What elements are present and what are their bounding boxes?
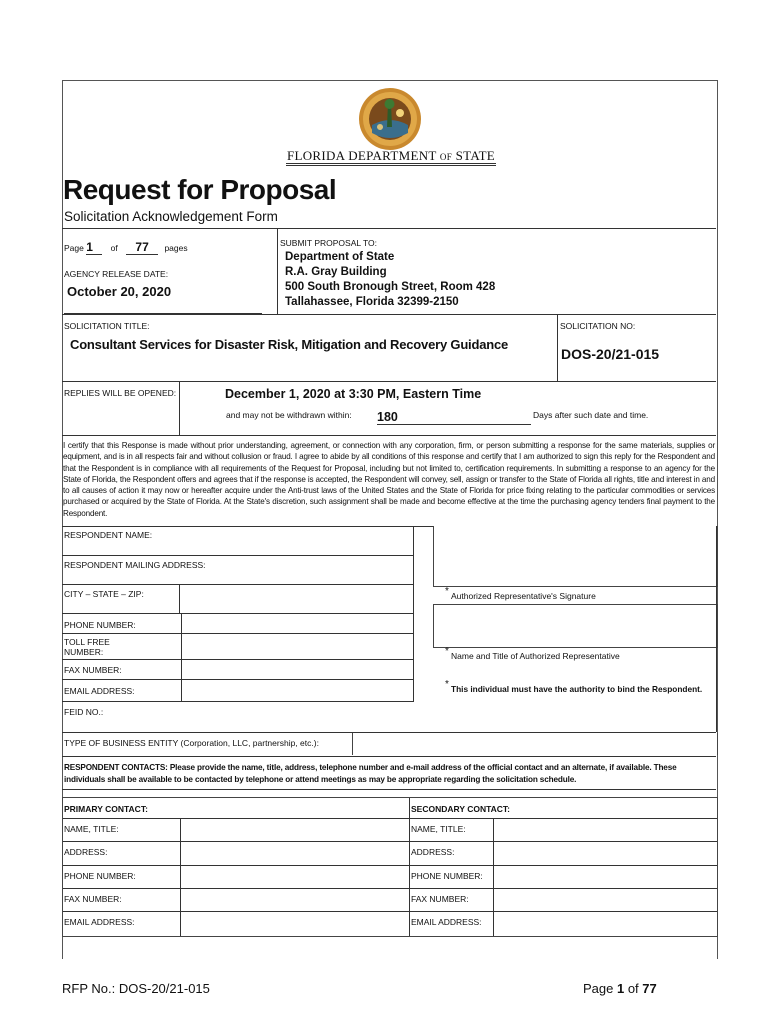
- submit-to-address: [285, 250, 495, 310]
- submit-line-2: R.A. Gray Building: [285, 266, 387, 278]
- footer-page-number: 1: [616, 981, 625, 996]
- primary-fax-label: FAX NUMBER:: [64, 894, 122, 904]
- respondent-name-field[interactable]: [64, 541, 412, 554]
- secondary-name-label: NAME, TITLE:: [411, 824, 466, 834]
- days-label: Days after such date and time.: [533, 410, 649, 420]
- fax-label: FAX NUMBER:: [64, 665, 122, 675]
- name-title-asterisk: *: [445, 646, 449, 657]
- solicitation-title-label: SOLICITATION TITLE:: [64, 321, 150, 331]
- secondary-contact-label: SECONDARY CONTACT:: [411, 804, 511, 814]
- submit-line-4: Tallahassee, Florida 32399-2150: [285, 296, 459, 308]
- name-title-field[interactable]: [433, 604, 718, 648]
- submit-line-1: Department of State: [285, 251, 395, 263]
- secondary-fax-field[interactable]: [495, 889, 716, 910]
- primary-email-label: EMAIL ADDRESS:: [64, 917, 135, 927]
- page-label: Page: [64, 243, 84, 253]
- withdraw-days: 180: [377, 410, 531, 425]
- feid-label: FEID NO.:: [64, 707, 104, 717]
- page-title: Request for Proposal: [63, 174, 337, 205]
- agency-release-label: AGENCY RELEASE DATE:: [64, 269, 169, 279]
- tollfree-line-1: TOLL FREE: [64, 637, 110, 647]
- replies-label: REPLIES WILL BE OPENED:: [64, 388, 177, 398]
- primary-contact-label: PRIMARY CONTACT:: [64, 804, 148, 814]
- secondary-name-field[interactable]: [495, 819, 716, 840]
- authority-note: This individual must have the authority to bind the Respondent.: [451, 684, 703, 694]
- withdraw-label: and may not be withdrawn within:: [226, 410, 352, 420]
- replies-date: December 1, 2020 at 3:30 PM, Eastern Time: [225, 387, 482, 401]
- certification-text: I certify that this Response is made without prior understanding, agreement, or connection with any corporation, firm, or person submitting a response for the same materials, supplies or equipment, and is in all respects fair and without collusion or fraud. I agree to abide by all conditions of this response and certify that I am authorized to sign this reply for the Respondent and that the Respondent is in compliance with all requirements of the Request for Proposal, including but not limited to, certification requirements. In submitting a response to an agency for the State of Florida, the Respondent offers and agrees that if the response is accepted, the Respondent will convey, sell, assign or transfer to the State of Florida all rights, title and interest in and to all causes of action it may now or hereafter acquire under the Anti-trust laws of the United States and the State of Florida for price fixing relating to the particular commodities or services purchased or acquired by the State of Florida. At the State's discretion, such assignment shall be made and become effective at the time the purchasing agency tenders final payment to the Respondent.: [63, 441, 715, 518]
- primary-phone-label: PHONE NUMBER:: [64, 871, 136, 881]
- logo-text: FLORIDA DEPARTMENT of STATE: [286, 148, 496, 163]
- respondent-name-label: RESPONDENT NAME:: [64, 530, 153, 540]
- primary-phone-field[interactable]: [182, 866, 408, 887]
- footer-rfp-number: RFP No.: DOS-20/21-015: [62, 981, 210, 996]
- department-logo: [286, 148, 496, 166]
- entity-label: TYPE OF BUSINESS ENTITY (Corporation, LLC, partnership, etc.):: [64, 738, 319, 748]
- page-number: 1: [86, 240, 102, 255]
- entity-field[interactable]: [352, 733, 718, 755]
- primary-email-field[interactable]: [182, 912, 408, 935]
- email-field[interactable]: [182, 680, 412, 700]
- primary-address-label: ADDRESS:: [64, 847, 108, 857]
- footer-of-label: of: [624, 981, 643, 996]
- page-info: [64, 240, 188, 255]
- footer-page-label: Page: [583, 981, 617, 996]
- name-title-label: Name and Title of Authorized Representative: [451, 651, 620, 661]
- signature-label: Authorized Representative's Signature: [451, 591, 596, 601]
- signature-field[interactable]: [433, 526, 718, 587]
- tollfree-field[interactable]: [182, 634, 412, 658]
- agency-release-date: October 20, 2020: [67, 284, 172, 299]
- secondary-email-field[interactable]: [495, 912, 716, 935]
- footer-page-info: [583, 981, 657, 996]
- mailing-address-label: RESPONDENT MAILING ADDRESS:: [64, 560, 206, 570]
- contacts-intro: RESPONDENT CONTACTS: Please provide the name, title, address, telephone number and e-mail address of the official contact and an alternate, if available. These individuals shall be available to be contacted by telephone or attend meetings as may be appropriate regarding the solicitation schedule.: [64, 763, 677, 784]
- submit-to-label: SUBMIT PROPOSAL TO:: [280, 238, 377, 248]
- secondary-phone-field[interactable]: [495, 866, 716, 887]
- page-subtitle: Solicitation Acknowledgement Form: [64, 209, 278, 224]
- footer-total-pages: 77: [642, 981, 657, 996]
- primary-name-label: NAME, TITLE:: [64, 824, 119, 834]
- mailing-address-field[interactable]: [64, 572, 412, 584]
- secondary-address-label: ADDRESS:: [411, 847, 455, 857]
- florida-seal-icon: [358, 87, 422, 151]
- fax-field[interactable]: [182, 660, 412, 678]
- tollfree-line-2: NUMBER:: [64, 647, 104, 657]
- secondary-phone-label: PHONE NUMBER:: [411, 871, 483, 881]
- city-state-zip-label: CITY – STATE – ZIP:: [64, 589, 144, 599]
- feid-field[interactable]: [64, 718, 712, 730]
- city-state-zip-field[interactable]: [180, 585, 412, 612]
- phone-label: PHONE NUMBER:: [64, 620, 136, 630]
- pages-label: pages: [164, 243, 188, 253]
- email-label: EMAIL ADDRESS:: [64, 686, 135, 696]
- secondary-address-field[interactable]: [495, 842, 716, 864]
- phone-field[interactable]: [182, 614, 412, 632]
- total-pages: 77: [126, 240, 158, 255]
- solicitation-title: Consultant Services for Disaster Risk, Mitigation and Recovery Guidance: [70, 337, 509, 352]
- primary-fax-field[interactable]: [182, 889, 408, 910]
- authority-asterisk: *: [445, 679, 449, 690]
- primary-name-field[interactable]: [182, 819, 408, 840]
- tollfree-label: [64, 637, 110, 657]
- submit-line-3: 500 South Bronough Street, Room 428: [285, 281, 496, 293]
- secondary-fax-label: FAX NUMBER:: [411, 894, 469, 904]
- solicitation-no-label: SOLICITATION NO:: [560, 321, 636, 331]
- primary-address-field[interactable]: [182, 842, 408, 864]
- of-label: of: [110, 243, 118, 253]
- signature-asterisk: *: [445, 586, 449, 597]
- solicitation-number: DOS-20/21-015: [561, 346, 660, 362]
- secondary-email-label: EMAIL ADDRESS:: [411, 917, 482, 927]
- contacts-table: [62, 797, 718, 937]
